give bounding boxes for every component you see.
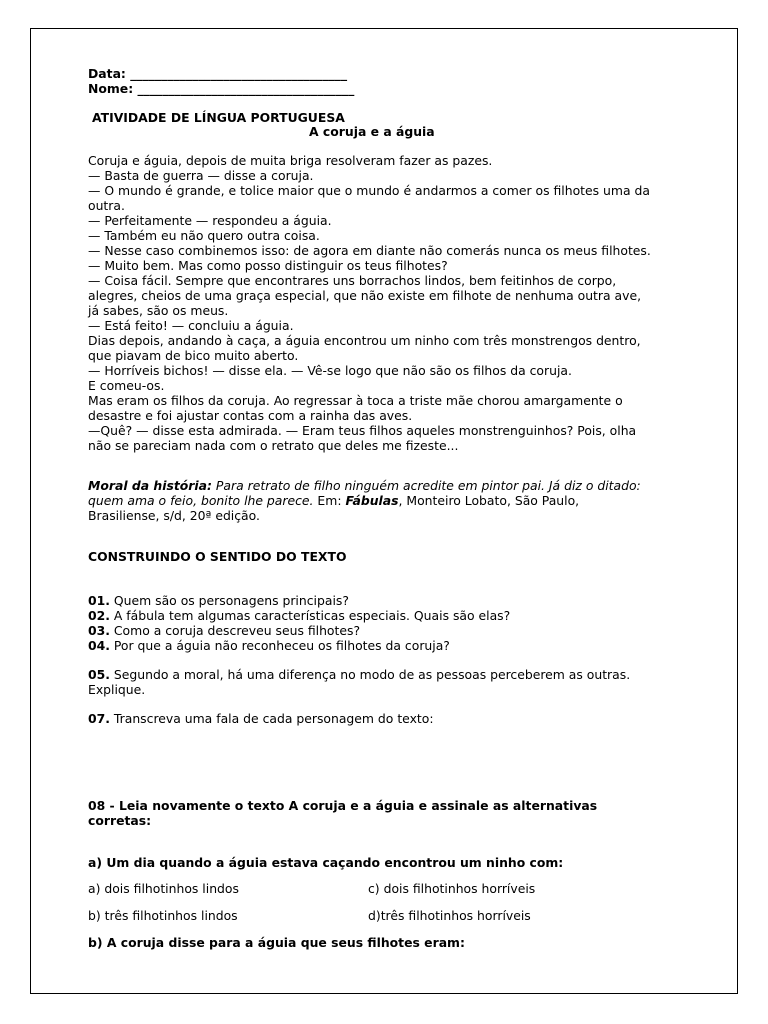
story-line: alegres, cheios de uma graça especial, que não existe em filhote de nenhuma outra ave, <box>88 288 642 303</box>
story-line: — Coisa fácil. Sempre que encontrares uns borrachos lindos, bem feitinhos de corpo, <box>88 273 617 288</box>
moral-label: Moral da história: <box>88 478 212 493</box>
story-line: Coruja e águia, depois de muita briga resolveram fazer as pazes. <box>88 153 493 168</box>
question-04: 04. Por que a águia não reconheceu os filhotes da coruja? <box>88 638 450 653</box>
story-line: Dias depois, andando à caça, a águia encontrou um ninho com três monstrengos dentro, <box>88 333 641 348</box>
source-book: Fábulas <box>345 493 399 508</box>
story-line: — Muito bem. Mas como posso distinguir os teus filhotes? <box>88 258 448 273</box>
story-line: — Também eu não quero outra coisa. <box>88 228 320 243</box>
story-line: desastre e foi ajustar contas com a rainha das aves. <box>88 408 413 423</box>
story-line: — Perfeitamente — respondeu a águia. <box>88 213 332 228</box>
q08-a-title: a) Um dia quando a águia estava caçando encontrou um ninho com: <box>88 855 564 870</box>
activity-title: ATIVIDADE DE LÍNGUA PORTUGUESA <box>92 110 345 125</box>
story-line: — Basta de guerra — disse a coruja. <box>88 168 314 183</box>
source-prefix: Em: <box>313 493 346 508</box>
section-title: CONSTRUINDO O SENTIDO DO TEXTO <box>88 549 347 564</box>
question-05-cont: Explique. <box>88 682 146 697</box>
moral-text: Para retrato de filho ninguém acredite em pintor pai. Já diz o ditado: <box>211 478 641 493</box>
story-line: —Quê? — disse esta admirada. — Eram teus filhos aqueles monstrenguinhos? Pois, olha <box>88 423 637 438</box>
story-line: — Horríveis bichos! — disse ela. — Vê-se logo que não são os filhos da coruja. <box>88 363 572 378</box>
story-line: — Está feito! — concluiu a águia. <box>88 318 294 333</box>
story-line: outra. <box>88 198 125 213</box>
option-c: c) dois filhotinhos horríveis <box>368 881 536 896</box>
q08-line: corretas: <box>88 813 152 828</box>
story-line: E comeu-os. <box>88 378 165 393</box>
story-line: — O mundo é grande, e tolice maior que o mundo é andarmos a comer os filhotes uma da <box>88 183 650 198</box>
story-line: — Nesse caso combinemos isso: de agora em diante não comerás nunca os meus filhotes. <box>88 243 651 258</box>
story-title: A coruja e a águia <box>309 124 435 139</box>
source-rest: , Monteiro Lobato, São Paulo, <box>398 493 580 508</box>
option-d: d)três filhotinhos horríveis <box>368 908 531 923</box>
moral-text: quem ama o feio, bonito lhe parece. <box>88 493 314 508</box>
question-05: 05. Segundo a moral, há uma diferença no modo de as pessoas perceberem as outras. <box>88 667 631 682</box>
q08-b-title: b) A coruja disse para a águia que seus filhotes eram: <box>88 935 465 950</box>
question-01: 01. Quem são os personagens principais? <box>88 593 349 608</box>
source-line: Brasiliense, s/d, 20ª edição. <box>88 508 260 523</box>
option-b: b) três filhotinhos lindos <box>88 908 238 923</box>
q08-line: 08 - Leia novamente o texto A coruja e a águia e assinale as alternativas <box>88 798 598 813</box>
story-line: Mas eram os filhos da coruja. Ao regressar à toca a triste mãe chorou amargamente o <box>88 393 623 408</box>
date-field: Data: ___________________________________ <box>88 66 348 81</box>
story-line: já sabes, são os meus. <box>88 303 229 318</box>
question-03: 03. Como a coruja descreveu seus filhotes? <box>88 623 361 638</box>
question-07: 07. Transcreva uma fala de cada personagem do texto: <box>88 711 434 726</box>
option-a: a) dois filhotinhos lindos <box>88 881 239 896</box>
story-line: que piavam de bico muito aberto. <box>88 348 299 363</box>
question-02: 02. A fábula tem algumas características especiais. Quais são elas? <box>88 608 511 623</box>
story-line: não se pareciam nada com o retrato que deles me fizeste... <box>88 438 459 453</box>
name-field: Nome: ___________________________________ <box>88 81 355 96</box>
